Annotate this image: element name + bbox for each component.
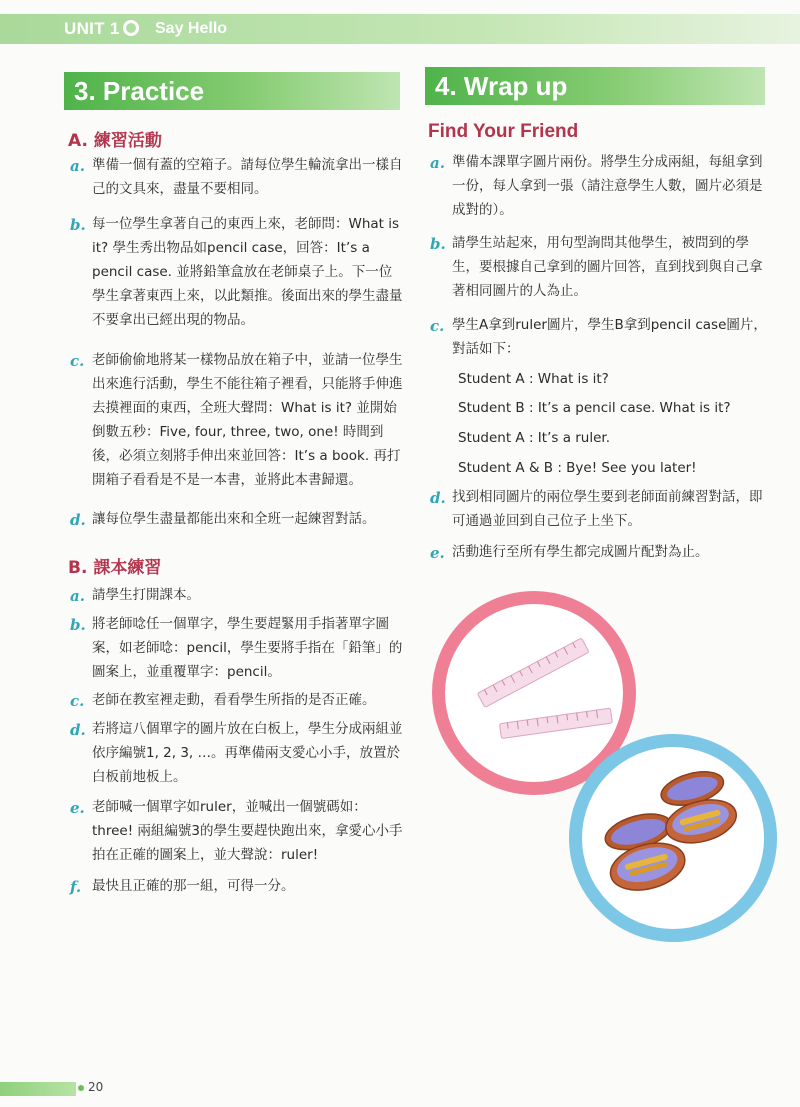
item-text: 請學生站起來，用句型詢問其他學生，被問到的學生，要根據自己拿到的圖片回答，直到找到與自己拿著相同圖片的人為止。 — [452, 235, 763, 299]
wrapup-item-d — [430, 485, 775, 533]
item-text: 老師喊一個單字如ruler，並喊出一個號碼如：three! 兩組編號3的學生要趕快跑出來，拿愛心小手拍在正確的圖案上，並大聲說：ruler! — [92, 799, 403, 863]
practice-a-item-b — [70, 212, 405, 332]
practice-b-item-e — [70, 795, 405, 867]
practice-banner: 3. Practice — [64, 72, 400, 110]
dialogue-line: Student A & B : Bye! See you later! — [458, 460, 697, 476]
item-text: 若將這八個單字的圖片放在白板上，學生分成兩組並依序編號1, 2, 3, …。再準備兩支愛心小手，放置於白板前地板上。 — [92, 721, 403, 785]
item-marker: c. — [70, 692, 85, 710]
item-marker: c. — [430, 317, 445, 335]
item-marker: e. — [430, 544, 445, 562]
item-marker: d. — [430, 489, 446, 507]
practice-a-heading: A. 練習活動 — [68, 131, 162, 151]
wrapup-banner: 4. Wrap up — [425, 67, 765, 105]
item-marker: a. — [430, 154, 445, 172]
dialogue-line: Student B : It’s a pencil case. What is it? — [458, 400, 731, 416]
item-marker: a. — [70, 587, 85, 605]
unit-header-band — [0, 14, 800, 44]
page-number: 20 — [88, 1080, 104, 1094]
item-text: 找到相同圖片的兩位學生要到老師面前練習對話，即可通過並回到自己位子上坐下。 — [452, 489, 763, 529]
wrapup-item-c — [430, 313, 775, 361]
practice-b-heading: B. 課本練習 — [68, 558, 162, 578]
practice-b-item-b — [70, 612, 405, 684]
item-marker: c. — [70, 352, 85, 370]
item-text: 準備一個有蓋的空箱子。請每位學生輪流拿出一樣自己的文具來，盡量不要相同。 — [92, 157, 403, 197]
pencil-case-icon — [582, 747, 764, 929]
practice-b-item-a — [70, 583, 405, 607]
practice-a-item-d — [70, 507, 405, 531]
item-marker: a. — [70, 157, 85, 175]
item-marker: b. — [70, 616, 86, 634]
item-text: 將老師唸任一個單字，學生要趕緊用手指著單字圖案，如老師唸：pencil，學生要將手指在「鉛筆」的圖案上，並重覆單字：pencil。 — [92, 616, 403, 680]
unit-title: Say Hello — [155, 20, 228, 37]
item-marker: b. — [430, 235, 446, 253]
practice-a-item-c — [70, 348, 405, 492]
item-text: 請學生打開課本。 — [92, 587, 200, 603]
practice-a-item-a — [70, 153, 405, 201]
practice-b-item-c — [70, 688, 405, 712]
item-marker: b. — [70, 216, 86, 234]
unit-label: UNIT 1 — [64, 19, 120, 38]
item-marker: d. — [70, 511, 86, 529]
item-text: 每一位學生拿著自己的東西上來，老師問：What is it? 學生秀出物品如pencil case，回答：It’s a pencil case. 並將鉛筆盒放在老師桌子上。下一位學生拿著東西上來，以此類推。後面出來的學生盡量不要拿出已經出現的物品。 — [92, 216, 403, 328]
item-text: 讓每位學生盡量都能出來和全班一起練習對話。 — [92, 511, 376, 527]
item-marker: f. — [70, 878, 82, 896]
item-marker: d. — [70, 721, 86, 739]
item-text: 最快且正確的那一組，可得一分。 — [92, 878, 295, 894]
footer-dot-icon — [78, 1085, 84, 1091]
dialogue-line: Student A : It’s a ruler. — [458, 430, 611, 446]
practice-b-item-d — [70, 717, 405, 789]
item-text: 老師偷偷地將某一樣物品放在箱子中，並請一位學生出來進行活動，學生不能往箱子裡看，只能將手伸進去摸裡面的東西，全班大聲問：What is it? 並開始倒數五秒：Five, four, three, two, one! 時間到後，必須立刻將手伸出來並回答：It’s a book. 再打開箱子看看是不是一本書，並將此本書歸還。 — [92, 352, 403, 488]
wrapup-item-e — [430, 540, 775, 564]
wrapup-heading: Find Your Friend — [428, 121, 579, 142]
dialogue-line: Student A : What is it? — [458, 371, 609, 387]
item-text: 準備本課單字圖片兩份。將學生分成兩組，每組拿到一份，每人拿到一張（請注意學生人數，圖片必須是成對的）。 — [452, 154, 763, 218]
item-text: 老師在教室裡走動，看看學生所指的是否正確。 — [92, 692, 376, 708]
wrapup-item-b — [430, 231, 775, 303]
item-marker: e. — [70, 799, 85, 817]
unit-divider-icon — [123, 20, 139, 36]
pencil-case-illustration-ring — [569, 734, 777, 942]
footer-bar — [0, 1082, 76, 1096]
wrapup-item-a — [430, 150, 775, 222]
practice-b-item-f — [70, 874, 405, 898]
item-text: 學生A拿到ruler圖片，學生B拿到pencil case圖片，對話如下： — [452, 317, 767, 357]
item-text: 活動進行至所有學生都完成圖片配對為止。 — [452, 544, 709, 560]
